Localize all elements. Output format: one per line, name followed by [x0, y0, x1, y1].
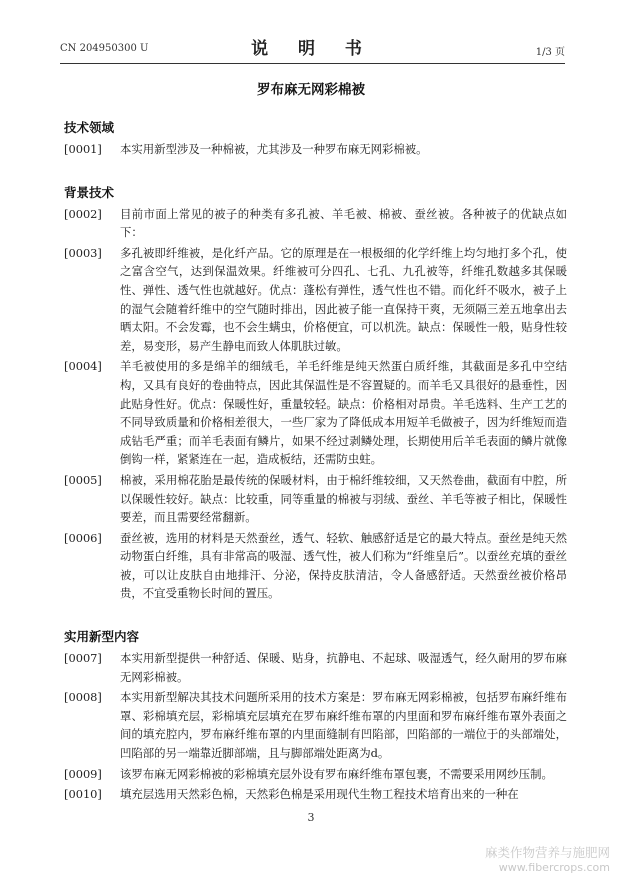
page-info: 1/3 页 — [535, 47, 565, 58]
paragraph — [64, 357, 567, 469]
paragraph-number: [0006] — [64, 530, 102, 545]
paragraph-number: [0005] — [64, 472, 102, 487]
paragraph — [64, 244, 567, 356]
paragraph-text: 羊毛被使用的多是绵羊的细绒毛，羊毛纤维是纯天然蛋白质纤维，其截面是多孔中空结构，又具有良好的卷曲特点，因此其保温性是不容置疑的。而羊毛又具很好的悬垂性，因此贴身性好。优点：保暖性好，重量较轻。缺点：价格相对昂贵。羊毛选料、生产工艺的不同导致质量和价格相差很大，一些厂家为了降低成本用短羊毛做被子，因为纤维短而造成钻毛严重；而羊毛表面有鳞片，如果不经过剥鳞处理，长期使用后羊毛表面的鳞片就像倒钩一样，紧紧连在一起，造成板结，还需防虫蛀。 — [120, 359, 567, 467]
paragraph — [64, 140, 567, 159]
paragraph-text: 多孔被即纤维被，是化纤产品。它的原理是在一根极细的化学纤维上均匀地打多个孔，使之富含空气，达到保温效果。纤维被可分四孔、七孔、九孔被等，纤维孔数越多其保暖性、弹性、透气性也就越好。优点：蓬松有弹性，透气性也不错。而化纤不吸水，被子上的湿气会随着纤维中的空气随时排出，因此被子能一直保持干爽，无须隔三差五地拿出去晒太阳。不会发霉，也不会生螨虫，价格便宜，可以机洗。缺点：保暖性一般，贴身性较差，易变形，易产生静电而致人体肌肤过敏。 — [120, 245, 567, 353]
watermark — [485, 845, 610, 875]
paragraph — [64, 205, 567, 242]
section-title-field: 技术领域 — [64, 120, 115, 135]
section-title-content: 实用新型内容 — [64, 629, 140, 645]
document-title: 罗布麻无网彩棉被 — [257, 82, 365, 98]
page-number: 3 — [307, 811, 315, 824]
page-header — [60, 34, 565, 62]
paragraph — [64, 649, 567, 686]
paragraph — [64, 765, 567, 784]
watermark-line-2: www.fibercrops.com — [498, 861, 610, 874]
paragraph-text: 蚕丝被，选用的材料是天然蚕丝，透气、轻软、触感舒适是它的最大特点。蚕丝是纯天然动物蛋白纤维，具有非常高的吸湿、透气性，被人们称为“纤维皇后”。以蚕丝充填的蚕丝被，可以让皮肤自由地排汗、分泌，保持皮肤清洁，令人备感舒适。天然蚕丝被价格昂贵，不宜受重物长时间的置压。 — [120, 530, 567, 601]
document-type-label: 说 明 书 — [251, 39, 374, 59]
paragraph-number: [0008] — [64, 690, 102, 705]
paragraph — [64, 688, 567, 762]
paragraph-number: [0007] — [64, 651, 102, 666]
paragraph — [64, 785, 567, 804]
section-title-background: 背景技术 — [64, 184, 115, 200]
paragraph-text: 填充层选用天然彩色棉，天然彩色棉是采用现代生物工程技术培育出来的一种在 — [120, 787, 519, 802]
paragraph-text: 该罗布麻无网彩棉被的彩棉填充层外设有罗布麻纤维布罩包裹，不需要采用网纱压制。 — [120, 766, 553, 781]
watermark-line-1: 麻类作物营养与施肥网 — [484, 845, 610, 860]
paragraph-number: [0010] — [64, 787, 102, 802]
paragraph-text: 本实用新型涉及一种棉被，尤其涉及一种罗布麻无网彩棉被。 — [120, 142, 428, 156]
paragraph — [64, 471, 567, 527]
document-body — [64, 118, 567, 806]
section-field — [64, 140, 567, 159]
header-divider — [60, 63, 565, 64]
paragraph-text: 本实用新型提供一种舒适、保暖、贴身，抗静电、不起球、吸湿透气，经久耐用的罗布麻无网彩棉被。 — [120, 651, 567, 684]
paragraph-number: [0003] — [64, 245, 102, 260]
section-content — [64, 649, 567, 804]
paragraph-number: [0002] — [64, 206, 102, 221]
paragraph-number: [0001] — [64, 142, 102, 156]
paragraph-text: 目前市面上常见的被子的种类有多孔被、羊毛被、棉被、蚕丝被。各种被子的优缺点如下： — [120, 206, 567, 240]
patent-number: CN 204950300 U — [60, 43, 149, 54]
section-background — [64, 205, 567, 603]
paragraph-text: 本实用新型解决其技术问题所采用的技术方案是：罗布麻无网彩棉被，包括罗布麻纤维布罩、彩棉填充层，彩棉填充层填充在罗布麻纤维布罩的内里面和罗布麻纤维布罩外表面之间的填充腔内，罗布麻纤维布罩的内里面缝制有凹陷部，凹陷部的一端位于的头部端处，凹陷部的另一端靠近脚部端，且与脚部端处距离为d。 — [120, 690, 567, 761]
paragraph-number: [0004] — [64, 359, 102, 374]
paragraph — [64, 529, 567, 603]
paragraph-text: 棉被，采用棉花胎是最传统的保暖材料，由于棉纤维较细，又天然卷曲，截面有中腔，所以保暖性较好。缺点：比较重，同等重量的棉被与羽绒、蚕丝、羊毛等被子相比，保暖性要差，而且需要经常翻新。 — [120, 472, 567, 525]
paragraph-number: [0009] — [64, 766, 102, 781]
